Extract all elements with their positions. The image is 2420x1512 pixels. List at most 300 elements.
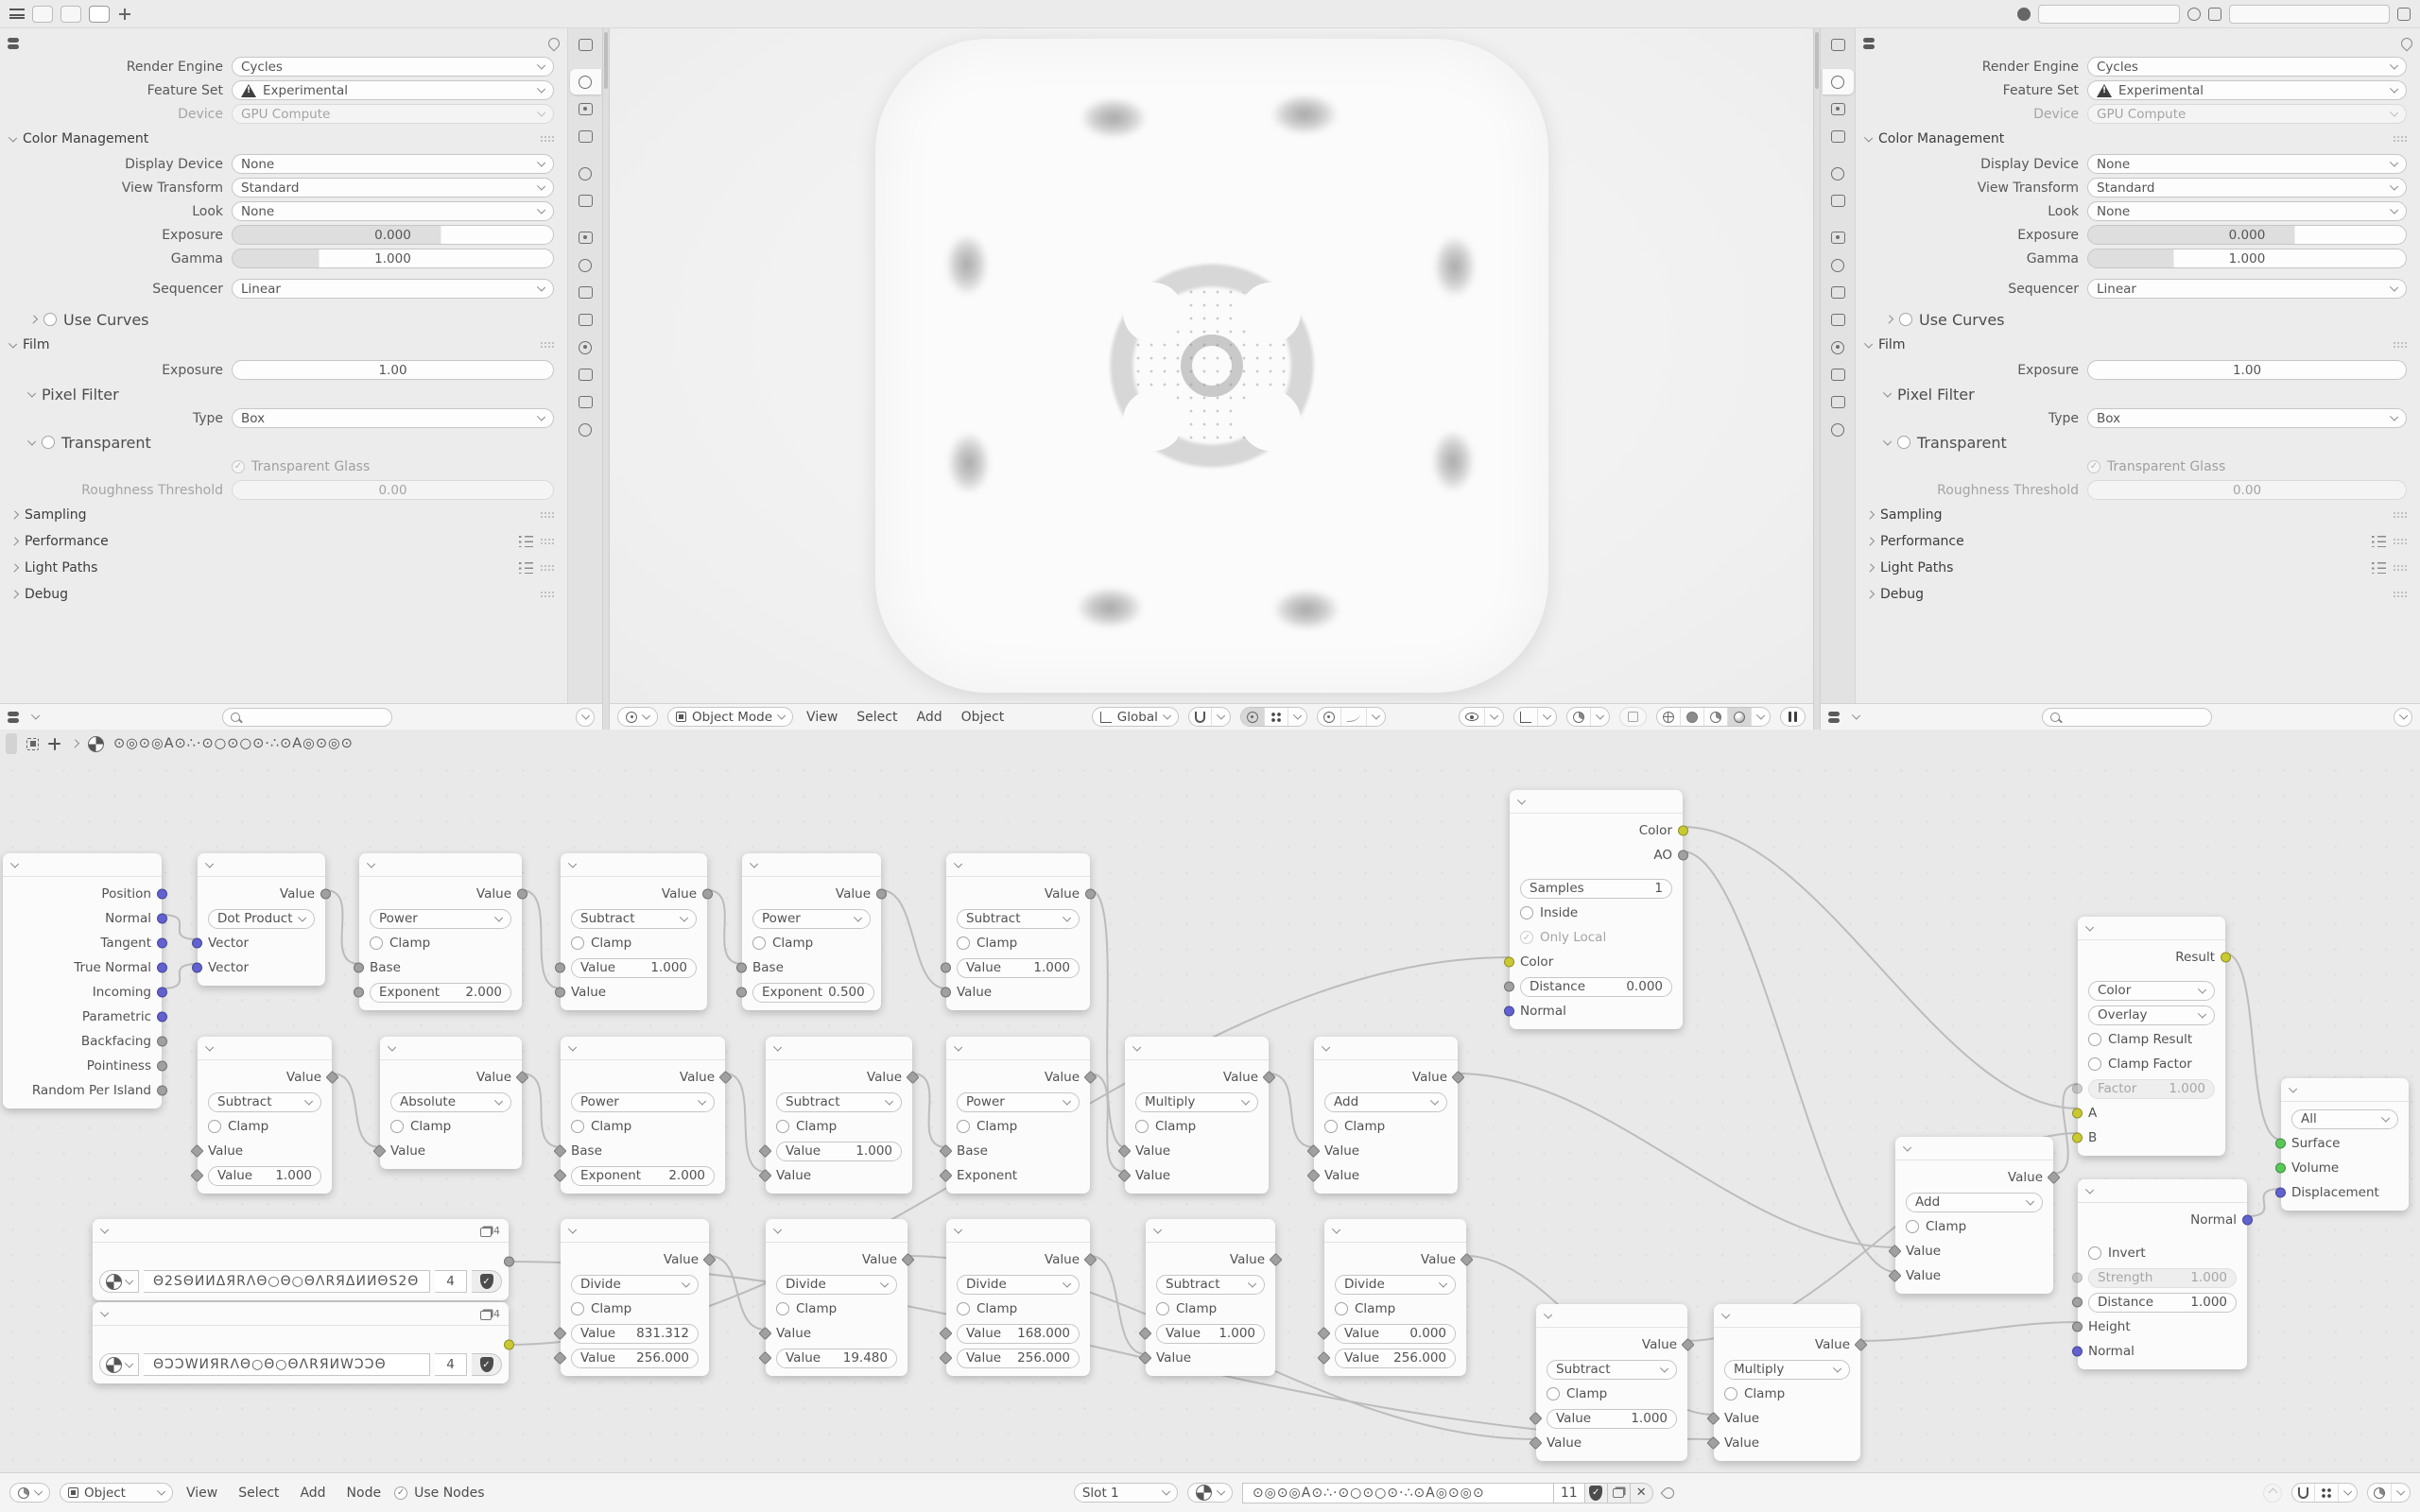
section-performance[interactable] bbox=[0, 528, 567, 555]
pin-icon[interactable] bbox=[2399, 36, 2415, 52]
node-header[interactable] bbox=[1125, 1037, 1269, 1060]
socket-gray[interactable] bbox=[736, 988, 747, 998]
node-math-multiply-1[interactable] bbox=[1125, 1037, 1269, 1194]
socket-yellow[interactable] bbox=[2221, 953, 2231, 963]
menu-view[interactable]: View bbox=[806, 709, 838, 725]
users-count[interactable]: 4 bbox=[435, 1270, 467, 1293]
operation-select[interactable] bbox=[2088, 1005, 2215, 1025]
workspace-tab-1[interactable] bbox=[32, 6, 53, 23]
sidebar-tab-material[interactable] bbox=[570, 389, 601, 415]
new-tab-icon[interactable] bbox=[117, 7, 132, 22]
brush-icon[interactable] bbox=[2017, 8, 2031, 21]
overlays-icon[interactable] bbox=[1567, 708, 1591, 726]
checkbox-clamp[interactable] bbox=[571, 1301, 631, 1316]
checkbox-clamp[interactable] bbox=[571, 1119, 631, 1134]
select-render-engine[interactable] bbox=[232, 57, 554, 77]
slider-gamma[interactable] bbox=[232, 249, 554, 268]
node-math-subtract-5[interactable] bbox=[1146, 1219, 1275, 1376]
menu-add[interactable]: Add bbox=[916, 709, 942, 725]
shader-type-dropdown[interactable] bbox=[60, 1483, 173, 1503]
node-math-power-2[interactable] bbox=[742, 853, 881, 1010]
collapse-chevron-icon[interactable] bbox=[100, 1225, 109, 1233]
sidebar-tab-world[interactable] bbox=[570, 188, 601, 214]
select-device[interactable] bbox=[2087, 104, 2407, 124]
collapse-chevron-icon[interactable] bbox=[1153, 1225, 1162, 1233]
value-field-value[interactable] bbox=[957, 1349, 1080, 1368]
list-icon[interactable] bbox=[519, 536, 533, 548]
checkbox-clamp[interactable] bbox=[1135, 1119, 1196, 1134]
operation-select[interactable] bbox=[1135, 1092, 1258, 1112]
menu-icon[interactable] bbox=[9, 9, 25, 19]
socket-gray[interactable] bbox=[1085, 889, 1096, 900]
operation-select[interactable] bbox=[2088, 981, 2215, 1001]
collapse-chevron-icon[interactable] bbox=[954, 1225, 962, 1233]
shading-rendered[interactable] bbox=[1728, 708, 1752, 726]
socket-gray[interactable] bbox=[876, 889, 887, 900]
node-header[interactable] bbox=[380, 1037, 522, 1060]
operation-select[interactable] bbox=[1724, 1360, 1850, 1380]
pin-icon[interactable] bbox=[2187, 8, 2201, 21]
subsection-transparent[interactable] bbox=[0, 430, 567, 455]
value-field-factor[interactable] bbox=[2088, 1079, 2215, 1099]
socket-gray[interactable] bbox=[941, 963, 951, 973]
sidebar-tab-tool[interactable] bbox=[1823, 32, 1854, 58]
checkbox-clamp[interactable] bbox=[957, 1301, 1017, 1316]
section-film[interactable] bbox=[0, 332, 567, 358]
checkbox-inside[interactable] bbox=[1520, 905, 1578, 920]
xray-toggle[interactable] bbox=[1619, 707, 1647, 727]
sidebar-tab-view-layer[interactable] bbox=[570, 124, 601, 149]
value-field-distance[interactable] bbox=[1520, 977, 1672, 997]
node-math-divide-2[interactable] bbox=[766, 1219, 908, 1376]
operation-select[interactable] bbox=[2291, 1109, 2398, 1129]
socket-blue[interactable] bbox=[157, 914, 167, 924]
operation-select[interactable] bbox=[776, 1275, 897, 1295]
value-field-value[interactable] bbox=[1335, 1324, 1456, 1344]
node-math-subtract-3[interactable] bbox=[198, 1037, 332, 1194]
sidebar-tab-object-data[interactable] bbox=[1823, 362, 1854, 387]
socket-yellow[interactable] bbox=[2072, 1108, 2083, 1119]
socket-yellow[interactable] bbox=[2072, 1133, 2083, 1143]
node-header[interactable] bbox=[742, 853, 881, 877]
select-display-device[interactable] bbox=[232, 154, 554, 174]
unlink-button[interactable] bbox=[1631, 1483, 1653, 1503]
sidebar-tab-scene[interactable] bbox=[1823, 161, 1854, 186]
checkbox-clamp[interactable] bbox=[1335, 1301, 1395, 1316]
snap-grid-icon[interactable] bbox=[2315, 1484, 2339, 1502]
section-performance[interactable] bbox=[1856, 528, 2420, 555]
operation-select[interactable] bbox=[1156, 1275, 1265, 1295]
node-header[interactable] bbox=[561, 1037, 725, 1060]
pin-icon[interactable] bbox=[1660, 1485, 1676, 1501]
socket-blue[interactable] bbox=[192, 938, 202, 949]
node-math-subtract-6[interactable] bbox=[1536, 1304, 1687, 1461]
value-field-value[interactable] bbox=[208, 1166, 321, 1186]
editor-type-icon[interactable] bbox=[8, 37, 25, 50]
proportional-edit-icon[interactable] bbox=[1241, 708, 1265, 726]
node-math-add-2[interactable] bbox=[1895, 1137, 2053, 1294]
socket-gray[interactable] bbox=[2072, 1322, 2083, 1332]
list-icon[interactable] bbox=[2372, 562, 2386, 575]
shading-wireframe[interactable] bbox=[1657, 708, 1681, 726]
show-hide-icon[interactable] bbox=[1460, 708, 1485, 726]
node-mix-color[interactable] bbox=[2078, 917, 2225, 1156]
value-field-value[interactable] bbox=[957, 958, 1080, 978]
clone-icon[interactable] bbox=[2397, 8, 2411, 21]
pin-icon[interactable] bbox=[546, 36, 562, 52]
section-film[interactable] bbox=[1856, 332, 2420, 358]
value-field-exponent[interactable] bbox=[370, 983, 511, 1003]
value-field-exponent[interactable] bbox=[752, 983, 874, 1003]
field-roughness-threshold[interactable] bbox=[2087, 480, 2407, 500]
mode-dropdown[interactable] bbox=[667, 707, 793, 727]
collapse-chevron-icon[interactable] bbox=[2085, 1185, 2094, 1194]
socket-blue[interactable] bbox=[157, 1012, 167, 1022]
socket-blue[interactable] bbox=[157, 938, 167, 949]
value-field-value[interactable] bbox=[571, 1349, 699, 1368]
node-header[interactable] bbox=[561, 1219, 709, 1243]
operation-select[interactable] bbox=[957, 1092, 1080, 1112]
socket-gray[interactable] bbox=[320, 889, 331, 900]
operation-select[interactable] bbox=[390, 1092, 511, 1112]
node-math-divide-4[interactable] bbox=[1324, 1219, 1466, 1376]
checkbox-icon[interactable] bbox=[1899, 313, 1912, 326]
node-header[interactable] bbox=[766, 1219, 908, 1243]
select-type[interactable] bbox=[232, 408, 554, 428]
collapse-chevron-icon[interactable] bbox=[1132, 1042, 1141, 1051]
sidebar-tab-constraints[interactable] bbox=[1823, 335, 1854, 360]
users-count[interactable]: 4 bbox=[435, 1353, 467, 1376]
node-group-a[interactable] bbox=[93, 1219, 509, 1300]
fake-user-button[interactable] bbox=[472, 1270, 502, 1293]
checkbox-clamp[interactable] bbox=[1724, 1386, 1785, 1401]
select-display-device[interactable] bbox=[2087, 154, 2407, 174]
shading-material-preview[interactable] bbox=[1704, 708, 1728, 726]
operation-select[interactable] bbox=[1547, 1360, 1677, 1380]
collapse-chevron-icon[interactable] bbox=[205, 859, 214, 868]
options-button[interactable] bbox=[2394, 708, 2412, 727]
value-field-samples[interactable] bbox=[1520, 879, 1672, 899]
menu-view[interactable]: View bbox=[186, 1485, 218, 1501]
socket-green[interactable] bbox=[2275, 1163, 2286, 1174]
checkbox-icon[interactable]: ✓ bbox=[232, 460, 245, 473]
list-icon[interactable] bbox=[519, 562, 533, 575]
node-math-divide-3[interactable] bbox=[946, 1219, 1090, 1376]
field-exposure[interactable] bbox=[232, 360, 554, 380]
menu-select[interactable]: Select bbox=[238, 1485, 280, 1501]
socket-gray[interactable] bbox=[354, 988, 364, 998]
checkbox-clamp[interactable] bbox=[571, 936, 631, 951]
new-material-button[interactable] bbox=[1608, 1483, 1631, 1503]
top-search-input[interactable] bbox=[2038, 5, 2180, 24]
visibility-chevron[interactable] bbox=[1485, 708, 1503, 726]
users-count[interactable]: 11 bbox=[1554, 1483, 1585, 1503]
socket-gray[interactable] bbox=[555, 963, 565, 973]
collapse-chevron-icon[interactable] bbox=[954, 859, 962, 868]
value-field-value[interactable] bbox=[571, 1324, 699, 1344]
snap-chevron[interactable] bbox=[2339, 1484, 2357, 1502]
checkbox-clamp-factor[interactable] bbox=[2088, 1057, 2192, 1072]
node-header[interactable] bbox=[766, 1037, 912, 1060]
socket-gray[interactable] bbox=[555, 988, 565, 998]
socket-yellow[interactable] bbox=[1678, 826, 1688, 836]
subsection-pixel-filter[interactable] bbox=[0, 382, 567, 406]
proportional-chevron[interactable] bbox=[1288, 708, 1306, 726]
operation-select[interactable] bbox=[752, 909, 871, 929]
operation-select[interactable] bbox=[1324, 1092, 1447, 1112]
section-color-management[interactable] bbox=[0, 126, 567, 152]
checkbox-clamp[interactable] bbox=[370, 936, 430, 951]
collapse-chevron-icon[interactable] bbox=[568, 1225, 577, 1233]
collapse-chevron-icon[interactable] bbox=[1721, 1310, 1730, 1318]
subsection-use-curves[interactable] bbox=[0, 307, 567, 332]
operation-select[interactable] bbox=[776, 1092, 902, 1112]
select-sequencer[interactable] bbox=[232, 279, 554, 299]
socket-blue[interactable] bbox=[1504, 1006, 1514, 1017]
select-sequencer[interactable] bbox=[2087, 279, 2407, 299]
collapse-chevron-icon[interactable] bbox=[568, 859, 577, 868]
node-header[interactable] bbox=[3, 853, 162, 877]
node-material-output[interactable] bbox=[2281, 1078, 2409, 1211]
node-header[interactable] bbox=[1324, 1219, 1466, 1243]
page-icon[interactable] bbox=[2208, 8, 2221, 21]
sidebar-tab-physics[interactable] bbox=[1823, 307, 1854, 333]
checkbox-clamp[interactable] bbox=[957, 936, 1017, 951]
menu-node[interactable]: Node bbox=[346, 1485, 382, 1501]
snap-options-chevron[interactable] bbox=[1212, 708, 1230, 726]
socket-yellow[interactable] bbox=[504, 1340, 514, 1350]
socket-gray[interactable] bbox=[2072, 1297, 2083, 1308]
node-header[interactable] bbox=[1146, 1219, 1275, 1243]
collapse-chevron-icon[interactable] bbox=[773, 1225, 782, 1233]
sidebar-tab-output[interactable] bbox=[1823, 96, 1854, 122]
socket-gray[interactable] bbox=[157, 1037, 167, 1047]
value-field-exponent[interactable] bbox=[571, 1166, 715, 1186]
slider-gamma[interactable] bbox=[2087, 249, 2407, 268]
section-color-management[interactable] bbox=[1856, 126, 2420, 152]
node-header[interactable] bbox=[1510, 790, 1683, 814]
checkbox-clamp[interactable] bbox=[776, 1119, 837, 1134]
subsection-pixel-filter[interactable] bbox=[1856, 382, 2420, 406]
socket-gray[interactable] bbox=[1678, 850, 1688, 861]
operation-select[interactable] bbox=[1335, 1275, 1456, 1295]
sidebar-tab-material[interactable] bbox=[1823, 389, 1854, 415]
collapse-chevron-icon[interactable] bbox=[1903, 1143, 1911, 1151]
node-header[interactable] bbox=[93, 1219, 509, 1243]
node-header[interactable] bbox=[93, 1302, 509, 1326]
collapse-chevron-icon[interactable] bbox=[1517, 796, 1526, 804]
sidebar-tab-modifiers[interactable] bbox=[570, 252, 601, 278]
checkbox-clamp[interactable] bbox=[776, 1301, 837, 1316]
node-header[interactable] bbox=[1536, 1304, 1687, 1328]
node-header[interactable] bbox=[359, 853, 522, 877]
filter-toggle-icon[interactable] bbox=[8, 711, 25, 724]
collapse-chevron-icon[interactable] bbox=[568, 1042, 577, 1051]
falloff-dot-icon[interactable] bbox=[1318, 708, 1341, 726]
material-browse-button[interactable] bbox=[99, 1270, 139, 1293]
operation-select[interactable] bbox=[208, 1092, 321, 1112]
field-roughness-threshold[interactable] bbox=[232, 480, 554, 500]
slider-exposure[interactable] bbox=[2087, 225, 2407, 245]
node-header[interactable] bbox=[561, 853, 707, 877]
select-view-transform[interactable] bbox=[2087, 178, 2407, 198]
sidebar-tab-render[interactable] bbox=[570, 69, 601, 94]
collapse-chevron-icon[interactable] bbox=[205, 1042, 214, 1051]
node-math-subtract-4[interactable] bbox=[766, 1037, 912, 1194]
sidebar-tab-particles[interactable] bbox=[570, 280, 601, 305]
select-feature-set[interactable] bbox=[2087, 80, 2407, 100]
checkbox-clamp[interactable] bbox=[957, 1119, 1017, 1134]
corner-handle[interactable] bbox=[6, 733, 17, 754]
editor-type-button[interactable] bbox=[617, 707, 658, 727]
gizmo-icon[interactable] bbox=[1514, 708, 1538, 726]
collapse-chevron-icon[interactable] bbox=[954, 1042, 962, 1051]
checkbox-clamp[interactable] bbox=[1156, 1301, 1217, 1316]
value-field-value[interactable] bbox=[957, 1324, 1080, 1344]
sidebar-tab-output[interactable] bbox=[570, 96, 601, 122]
socket-blue[interactable] bbox=[2275, 1188, 2286, 1198]
node-header[interactable] bbox=[946, 853, 1090, 877]
select-device[interactable] bbox=[232, 104, 554, 124]
select-look[interactable] bbox=[2087, 201, 2407, 221]
viewport-canvas[interactable] bbox=[610, 28, 1813, 703]
section-sampling[interactable] bbox=[0, 502, 567, 528]
menu-object[interactable]: Object bbox=[960, 709, 1005, 725]
socket-gray[interactable] bbox=[354, 963, 364, 973]
overlays-chevron[interactable] bbox=[2392, 1484, 2410, 1502]
node-math-absolute[interactable] bbox=[380, 1037, 522, 1169]
socket-green[interactable] bbox=[2275, 1139, 2286, 1149]
parent-node-tree-button[interactable] bbox=[2263, 1484, 2282, 1503]
checkbox-only-local[interactable] bbox=[1520, 930, 1606, 945]
checkbox-icon[interactable]: ✓ bbox=[2087, 460, 2100, 473]
node-math-power-4[interactable] bbox=[946, 1037, 1090, 1194]
node-header[interactable] bbox=[946, 1219, 1090, 1243]
socket-gray[interactable] bbox=[504, 1257, 514, 1267]
value-field-value[interactable] bbox=[1547, 1409, 1677, 1429]
material-browse-button[interactable] bbox=[1187, 1483, 1233, 1503]
sidebar-tab-view-layer[interactable] bbox=[1823, 124, 1854, 149]
checkbox-invert[interactable] bbox=[2088, 1246, 2146, 1261]
node-math-divide-1[interactable] bbox=[561, 1219, 709, 1376]
sidebar-tab-world[interactable] bbox=[1823, 188, 1854, 214]
overlays-chevron[interactable] bbox=[1591, 708, 1609, 726]
sidebar-tab-object-data[interactable] bbox=[570, 362, 601, 387]
node-group-b[interactable] bbox=[93, 1302, 509, 1383]
filter-toggle-icon[interactable] bbox=[1828, 711, 1845, 724]
node-canvas[interactable] bbox=[0, 758, 2420, 1472]
value-field-value[interactable] bbox=[1156, 1324, 1265, 1344]
sidebar-tab-object[interactable] bbox=[570, 225, 601, 250]
collapse-chevron-icon[interactable] bbox=[367, 859, 375, 868]
node-math-subtract-1[interactable] bbox=[561, 853, 707, 1010]
socket-gray[interactable] bbox=[702, 889, 713, 900]
checkbox-clamp[interactable] bbox=[1324, 1119, 1385, 1134]
fake-user-button[interactable] bbox=[1585, 1483, 1608, 1503]
checkbox-icon[interactable] bbox=[43, 313, 57, 326]
collapse-chevron-icon[interactable] bbox=[773, 1042, 782, 1051]
operation-select[interactable] bbox=[957, 909, 1080, 929]
sidebar-tab-modifiers[interactable] bbox=[1823, 252, 1854, 278]
material-browse-button[interactable] bbox=[99, 1353, 139, 1376]
group-name-field[interactable]: ΘƆƆWИЯRΛΘ○Θ○ΘΛRЯИWƆƆΘ bbox=[144, 1353, 430, 1376]
collapse-chevron-icon[interactable] bbox=[388, 1042, 396, 1051]
sidebar-tab-particles[interactable] bbox=[1823, 280, 1854, 305]
node-math-multiply-2[interactable] bbox=[1714, 1304, 1860, 1461]
list-icon[interactable] bbox=[2372, 536, 2386, 548]
field-exposure[interactable] bbox=[2087, 360, 2407, 380]
socket-gray[interactable] bbox=[736, 963, 747, 973]
overlays-icon[interactable] bbox=[2368, 1484, 2392, 1502]
socket-gray[interactable] bbox=[157, 1061, 167, 1072]
orientation-dropdown[interactable] bbox=[1092, 707, 1179, 727]
use-nodes-checkbox[interactable] bbox=[394, 1486, 484, 1501]
shading-chevron[interactable] bbox=[1752, 708, 1770, 726]
operation-select[interactable] bbox=[370, 909, 511, 929]
node-geometry[interactable] bbox=[3, 853, 162, 1108]
node-header[interactable] bbox=[2078, 917, 2225, 940]
editor-type-icon[interactable] bbox=[1863, 37, 1880, 50]
operation-select[interactable] bbox=[571, 1275, 699, 1295]
subsection-use-curves[interactable] bbox=[1856, 307, 2420, 332]
collapse-chevron-icon[interactable] bbox=[1332, 1225, 1340, 1233]
socket-blue[interactable] bbox=[2242, 1215, 2253, 1226]
search-input[interactable] bbox=[222, 708, 392, 727]
subsection-transparent[interactable] bbox=[1856, 430, 2420, 455]
node-math-power-1[interactable] bbox=[359, 853, 522, 1010]
value-field-value[interactable] bbox=[776, 1142, 902, 1161]
socket-blue[interactable] bbox=[2072, 1347, 2083, 1357]
sidebar-tab-texture[interactable] bbox=[570, 417, 601, 442]
fake-user-button[interactable] bbox=[472, 1353, 502, 1376]
collapse-chevron-icon[interactable] bbox=[10, 859, 19, 868]
collapse-chevron-icon[interactable] bbox=[2085, 922, 2094, 931]
value-field-value[interactable] bbox=[1335, 1349, 1456, 1368]
checkbox-clamp[interactable] bbox=[1547, 1386, 1607, 1401]
sidebar-tab-scene[interactable] bbox=[570, 161, 601, 186]
falloff-chevron[interactable] bbox=[1367, 708, 1385, 726]
socket-blue[interactable] bbox=[157, 889, 167, 900]
group-name-field[interactable]: Θ2SΘИИΔЯRΛΘ○Θ○ΘΛRЯΔИИΘS2Θ bbox=[144, 1270, 430, 1293]
node-header[interactable] bbox=[198, 853, 325, 877]
node-header[interactable] bbox=[2281, 1078, 2409, 1102]
search-input[interactable] bbox=[2042, 708, 2212, 727]
operation-select[interactable] bbox=[208, 909, 315, 929]
sidebar-tab-tool[interactable] bbox=[570, 32, 601, 58]
node-header[interactable] bbox=[198, 1037, 332, 1060]
sidebar-tab-constraints[interactable] bbox=[570, 335, 601, 360]
select-type[interactable] bbox=[2087, 408, 2407, 428]
section-debug[interactable] bbox=[1856, 581, 2420, 608]
operation-select[interactable] bbox=[571, 1092, 715, 1112]
checkbox-clamp[interactable] bbox=[752, 936, 813, 951]
checkbox-clamp[interactable] bbox=[390, 1119, 451, 1134]
node-ambient-occlusion[interactable] bbox=[1510, 790, 1683, 1029]
collapse-chevron-icon[interactable] bbox=[1322, 1042, 1330, 1051]
pause-render-button[interactable] bbox=[1780, 707, 1806, 727]
select-feature-set[interactable] bbox=[232, 80, 554, 100]
socket-gray[interactable] bbox=[2072, 1084, 2083, 1094]
node-bump[interactable] bbox=[2078, 1179, 2247, 1369]
panel-divider[interactable] bbox=[602, 28, 610, 730]
sidebar-tab-texture[interactable] bbox=[1823, 417, 1854, 442]
node-math-subtract-2[interactable] bbox=[946, 853, 1090, 1010]
slot-dropdown[interactable] bbox=[1074, 1483, 1178, 1503]
socket-gray[interactable] bbox=[157, 1086, 167, 1096]
node-header[interactable] bbox=[1895, 1137, 2053, 1160]
sidebar-tab-render[interactable] bbox=[1823, 69, 1854, 94]
value-field-value[interactable] bbox=[776, 1349, 897, 1368]
